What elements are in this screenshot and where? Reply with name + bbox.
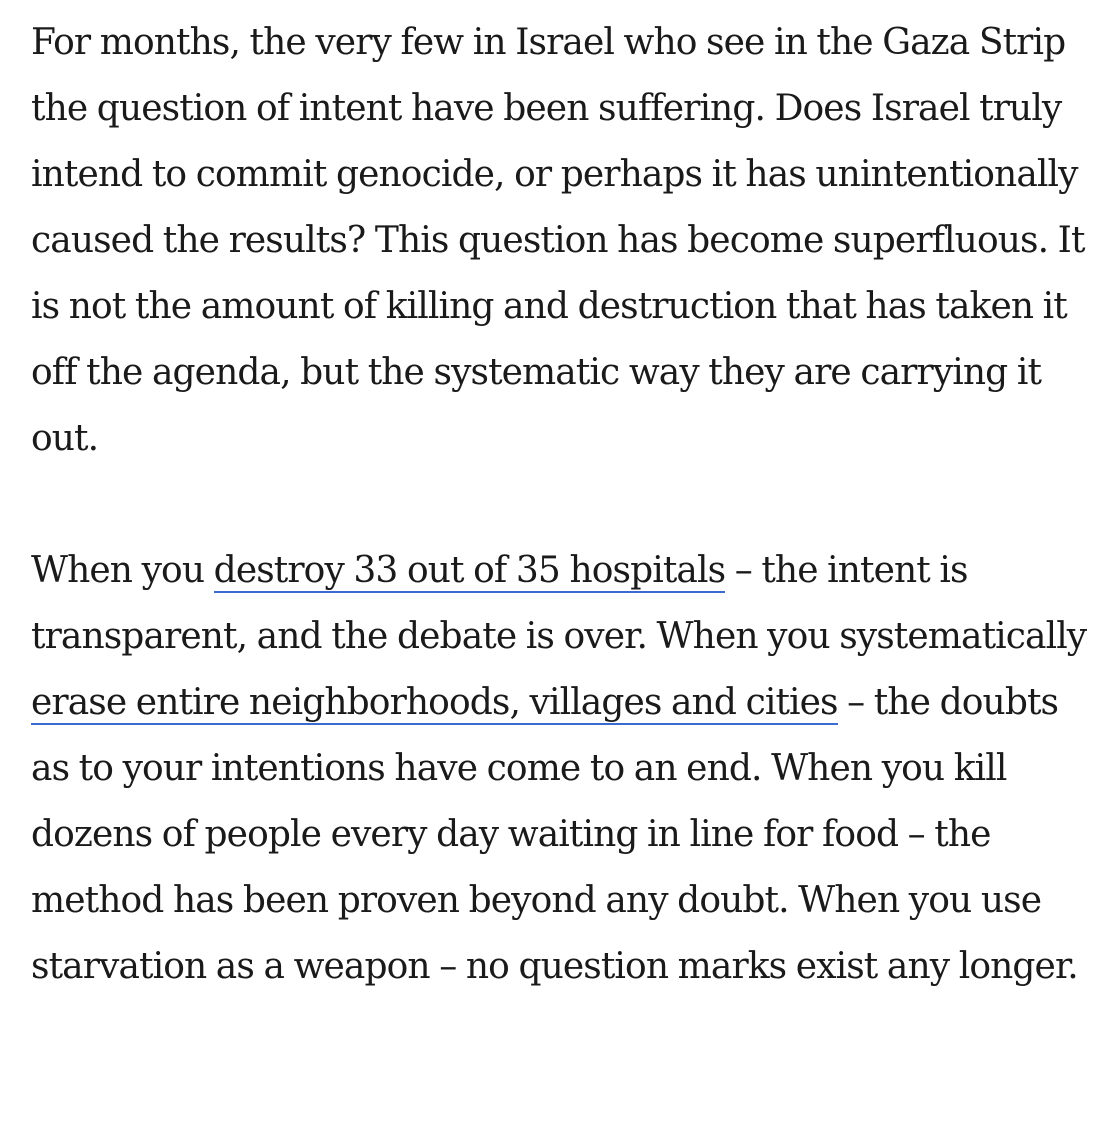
erased-neighborhoods-link[interactable]: erase entire neighborhoods, villages and cities: [31, 682, 838, 723]
paragraph-text: For months, the very few in Israel who see in the Gaza Strip the question of intent have been suffering. Does Israel truly intend to commit genocide, or perhaps it has unintentionally caused the results? This question has become superfluous. It is not the amount of killing and destruction that has taken it off the agenda, but the systematic way they are carrying it out.: [31, 22, 1085, 459]
paragraph-text-segment: When you: [31, 550, 214, 591]
paragraph-text-segment: – the intent is transparent, and the debate is over. When you systematically: [31, 550, 1087, 657]
article-body: [31, 10, 1101, 1000]
article-paragraph-evidence: [31, 538, 1101, 1000]
hospitals-destroyed-link[interactable]: destroy 33 out of 35 hospitals: [213, 550, 726, 591]
article-paragraph-intent: [31, 10, 1101, 472]
paragraph-text-segment: – the doubts as to your intentions have come to an end. When you kill dozens of people every day waiting in line for food – the method has been proven beyond any doubt. When you use starvation as a weapon – no question marks exist any longer.: [31, 682, 1078, 987]
